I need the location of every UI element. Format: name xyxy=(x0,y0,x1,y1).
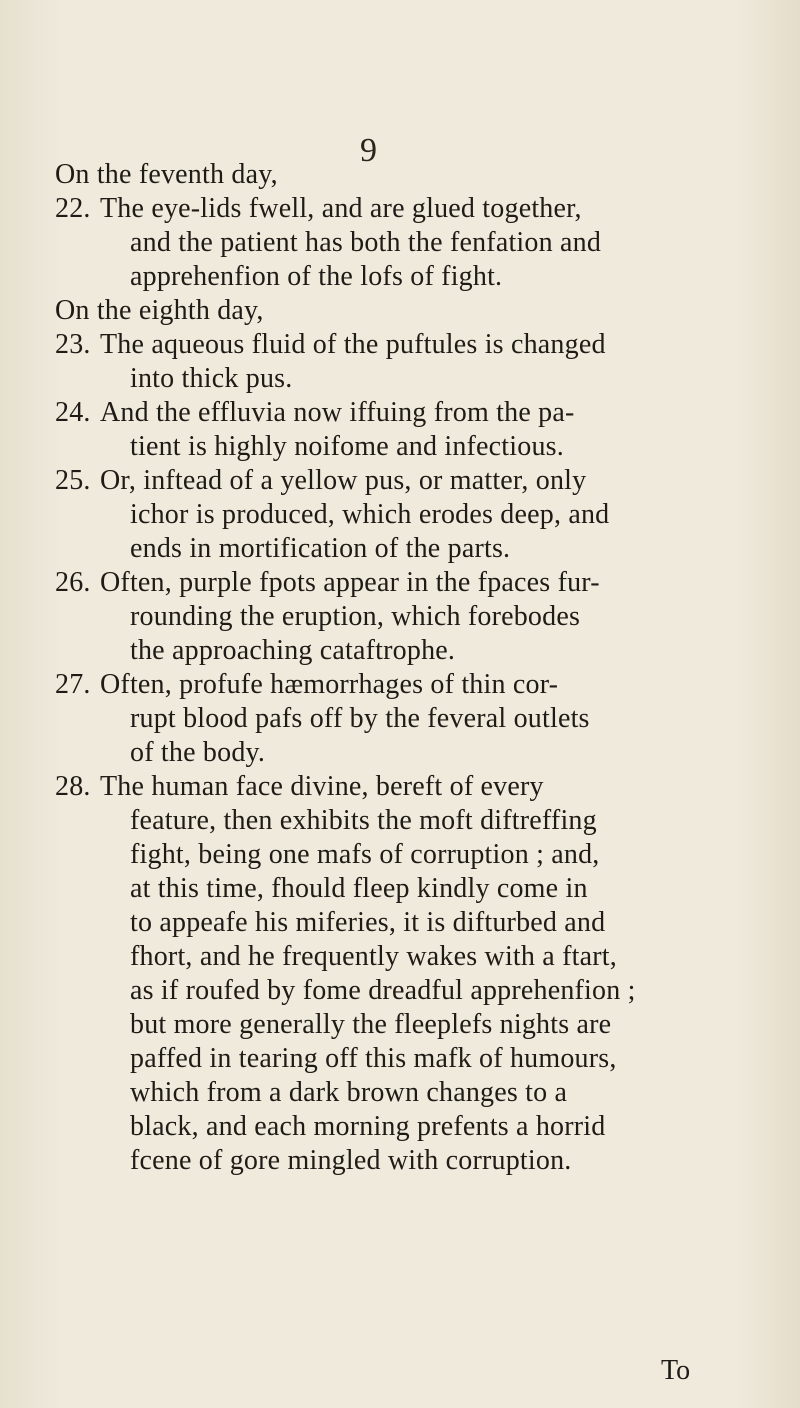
text-line: ends in mortification of the parts. xyxy=(130,533,511,564)
item-text: The aqueous fluid of the puftules is changed xyxy=(100,329,606,360)
text-line: ichor is produced, which erodes deep, and xyxy=(130,499,610,530)
page-number: 9 xyxy=(360,132,377,169)
item-number: 24. xyxy=(55,397,91,428)
text-line: fcene of gore mingled with corruption. xyxy=(130,1145,572,1176)
text-line: at this time, fhould fleep kindly come in xyxy=(130,873,588,904)
item-number: 25. xyxy=(55,465,91,496)
item-text: And the effluvia now iffuing from the pa- xyxy=(100,397,575,428)
text-line: but more generally the fleeplefs nights are xyxy=(130,1009,612,1040)
item-number: 27. xyxy=(55,669,91,700)
text-line: into thick pus. xyxy=(130,363,293,394)
item-text: The eye-lids fwell, and are glued together, xyxy=(100,193,582,224)
text-line: to appeafe his miferies, it is difturbed and xyxy=(130,907,606,938)
item-text: Often, profufe hæmorrhages of thin cor- xyxy=(100,669,559,700)
text-line: rupt blood pafs off by the feveral outlets xyxy=(130,703,590,734)
text-line: which from a dark brown changes to a xyxy=(130,1077,568,1108)
item-text: Often, purple fpots appear in the fpaces fur- xyxy=(100,567,600,598)
text-line: black, and each morning prefents a horrid xyxy=(130,1111,606,1142)
text-line: and the patient has both the fenfation and xyxy=(130,227,602,258)
text-line: fhort, and he frequently wakes with a ftart, xyxy=(130,941,617,972)
item-number: 26. xyxy=(55,567,91,598)
text-line: of the body. xyxy=(130,737,266,768)
item-number: 23. xyxy=(55,329,91,360)
item-text: The human face divine, bereft of every xyxy=(100,771,544,802)
text-line: paffed in tearing off this mafk of humours, xyxy=(130,1043,617,1074)
day-heading-seventh: On the feventh day, xyxy=(55,159,278,190)
text-line: as if roufed by fome dreadful apprehenfion ; xyxy=(130,975,636,1006)
text-line: feature, then exhibits the moft diftreffing xyxy=(130,805,597,836)
text-line: apprehenfion of the lofs of fight. xyxy=(130,261,503,292)
day-heading-eighth: On the eighth day, xyxy=(55,295,264,326)
item-text: Or, inftead of a yellow pus, or matter, only xyxy=(100,465,587,496)
text-line: the approaching cataftrophe. xyxy=(130,635,456,666)
catchword: To xyxy=(661,1355,691,1386)
item-number: 22. xyxy=(55,193,91,224)
text-line: tient is highly noifome and infectious. xyxy=(130,431,564,462)
text-line: fight, being one mafs of corruption ; and, xyxy=(130,839,600,870)
item-number: 28. xyxy=(55,771,91,802)
text-line: rounding the eruption, which forebodes xyxy=(130,601,581,632)
